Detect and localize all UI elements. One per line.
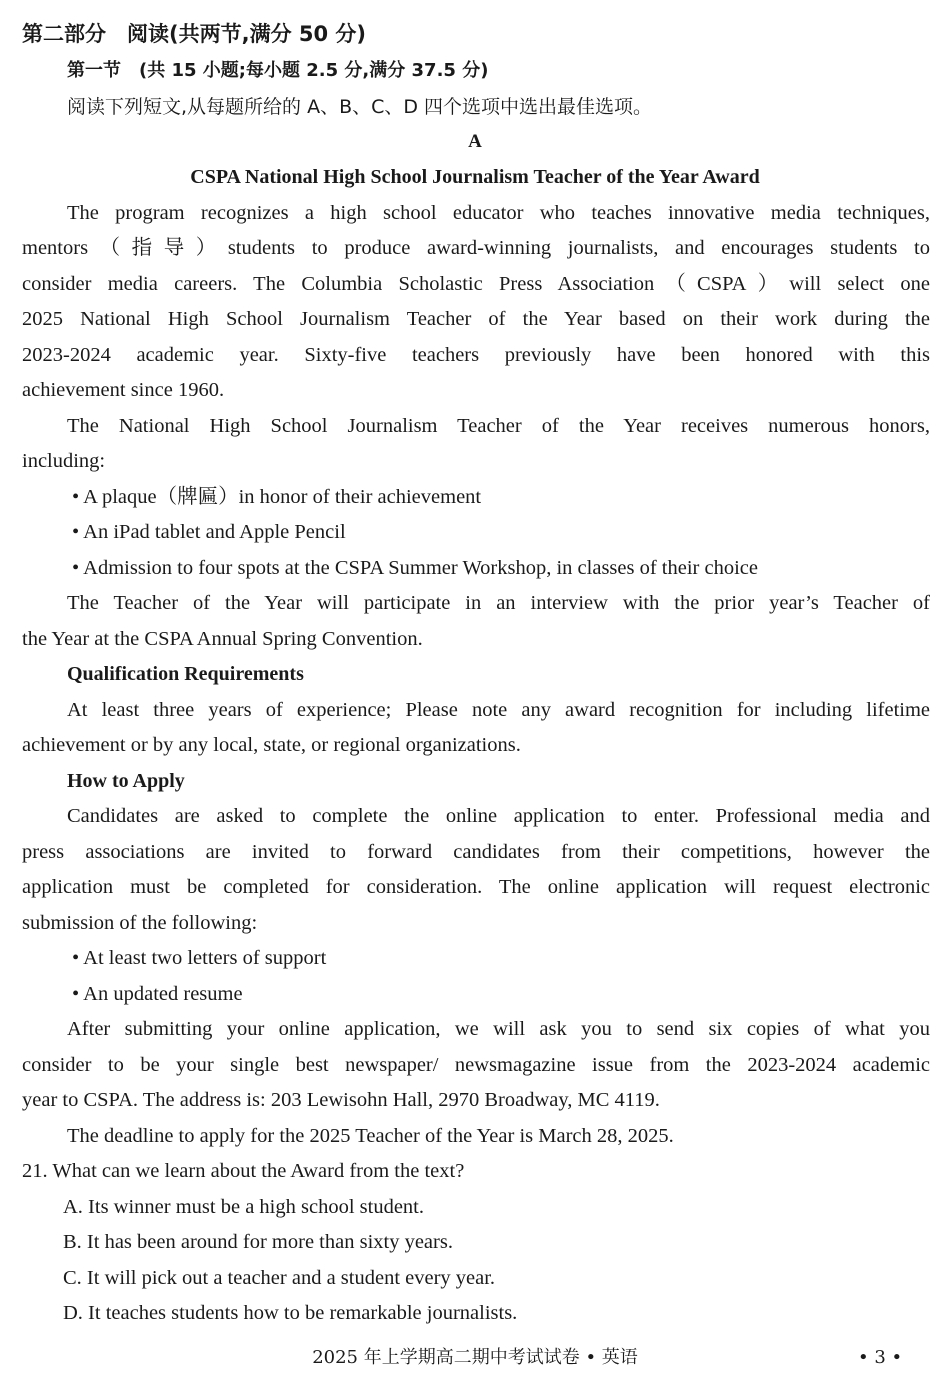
paragraph-line: achievement since 1960. bbox=[22, 379, 225, 401]
paragraph-line: After submitting your online application, we will ask you to send six copies of what you bbox=[67, 1018, 930, 1040]
deadline-line: The deadline to apply for the 2025 Teacher of the Year is March 28, 2025. bbox=[67, 1125, 674, 1147]
paragraph-line: year to CSPA. The address is: 203 Lewisohn Hall, 2970 Broadway, MC 4119. bbox=[22, 1089, 660, 1111]
list-item: • Admission to four spots at the CSPA Summer Workshop, in classes of their choice bbox=[72, 557, 758, 579]
paragraph-line: 2025 National High School Journalism Teacher of the Year based on their work during the bbox=[22, 308, 930, 330]
list-item: • At least two letters of support bbox=[72, 947, 327, 969]
paragraph-line: consider media careers. The Columbia Scholastic Press Association（CSPA）will select one bbox=[22, 273, 930, 295]
question-stem: 21. What can we learn about the Award from the text? bbox=[22, 1160, 465, 1182]
page-number: • 3 • bbox=[858, 1347, 903, 1368]
passage-letter: A bbox=[468, 131, 482, 152]
paragraph-line: consider to be your single best newspaper/ newsmagazine issue from the 2023-2024 academic bbox=[22, 1054, 930, 1076]
option-d[interactable]: D. It teaches students how to be remarkable journalists. bbox=[63, 1302, 518, 1324]
paragraph-line: submission of the following: bbox=[22, 912, 258, 934]
paragraph-line: The program recognizes a high school educator who teaches innovative media techniques, bbox=[67, 202, 930, 224]
paragraph-line: press associations are invited to forward candidates from their competitions, however the bbox=[22, 841, 930, 863]
paragraph-line: including: bbox=[22, 450, 106, 472]
paragraph-line: application must be completed for consideration. The online application will request electronic bbox=[22, 876, 930, 898]
paragraph-line: achievement or by any local, state, or regional organizations. bbox=[22, 734, 521, 756]
paragraph-line: the Year at the CSPA Annual Spring Convention. bbox=[22, 628, 423, 650]
paragraph-line: The Teacher of the Year will participate in an interview with the prior year’s Teacher of bbox=[67, 592, 930, 614]
paragraph-line: mentors（指导）students to produce award-winning journalists, and encourages students to bbox=[22, 237, 930, 259]
list-item: • An updated resume bbox=[72, 983, 243, 1005]
option-c[interactable]: C. It will pick out a teacher and a student every year. bbox=[63, 1267, 496, 1289]
list-item: • An iPad tablet and Apple Pencil bbox=[72, 521, 346, 543]
apply-heading: How to Apply bbox=[67, 770, 185, 792]
option-b[interactable]: B. It has been around for more than sixty years. bbox=[63, 1231, 453, 1253]
footer-title: 2025 年上学期高二期中考试试卷 • 英语 bbox=[312, 1347, 638, 1368]
part-title: 第二部分 阅读(共两节,满分 50 分) bbox=[22, 22, 367, 46]
paragraph-line: The National High School Journalism Teacher of the Year receives numerous honors, bbox=[67, 415, 930, 437]
qualification-heading: Qualification Requirements bbox=[67, 663, 304, 685]
option-a[interactable]: A. Its winner must be a high school student. bbox=[63, 1196, 424, 1218]
instruction: 阅读下列短文,从每题所给的 A、B、C、D 四个选项中选出最佳选项。 bbox=[67, 96, 653, 118]
paragraph-line: Candidates are asked to complete the online application to enter. Professional media and bbox=[67, 805, 930, 827]
list-item: • A plaque（牌匾）in honor of their achievement bbox=[72, 486, 482, 508]
paragraph-line: 2023-2024 academic year. Sixty-five teachers previously have been honored with this bbox=[22, 344, 930, 366]
passage-title: CSPA National High School Journalism Teacher of the Year Award bbox=[190, 166, 760, 188]
paragraph-line: At least three years of experience; Please note any award recognition for including lifetime bbox=[67, 699, 930, 721]
section-title: 第一节 (共 15 小题;每小题 2.5 分,满分 37.5 分) bbox=[67, 60, 489, 81]
